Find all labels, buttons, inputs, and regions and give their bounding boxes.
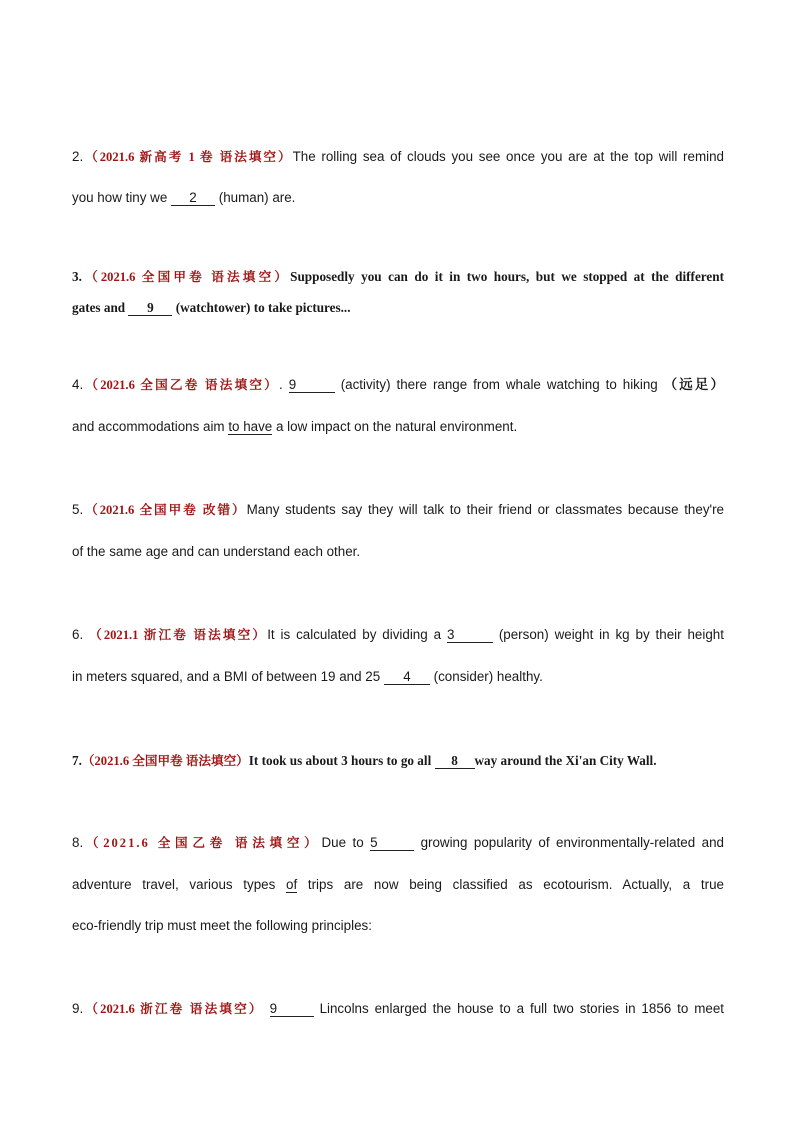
item-3-text: Supposedly you can do it in two hours, but we stopped at the different xyxy=(290,269,724,284)
item-5-number: 5. xyxy=(72,502,84,517)
item-4-line-2 xyxy=(72,418,724,436)
item-6-blank-1: 3 xyxy=(447,627,493,643)
item-7-text-a: It took us about 3 hours to go all xyxy=(248,753,432,768)
item-9-blank: 9 xyxy=(270,1001,314,1017)
item-5-line-2 xyxy=(72,543,724,561)
item-8-text-c: adventure travel, various types xyxy=(72,877,276,892)
item-2-blank: 2 xyxy=(171,190,215,206)
item-8-text-e: eco-friendly trip must meet the following principles: xyxy=(72,918,372,933)
item-6-text-c: in meters squared, and a BMI of between 19 and 25 xyxy=(72,669,381,684)
item-4-line-1 xyxy=(72,376,724,395)
item-8-source: （2021.6 全国乙卷 语法填空） xyxy=(83,836,322,850)
item-4-text-a: and accommodations aim xyxy=(72,419,225,434)
item-4-text-b: a low impact on the natural environment. xyxy=(276,419,518,434)
item-3-blank: 9 xyxy=(128,300,172,316)
item-8-underlined: of xyxy=(286,877,298,892)
item-7-text-b: way around the Xi'an City Wall. xyxy=(474,753,657,768)
item-5-line-1 xyxy=(72,501,724,519)
item-7-number: 7. xyxy=(72,753,82,768)
item-4-note: （远足） xyxy=(663,378,724,393)
item-6-text-b: (person) weight in kg by their height xyxy=(498,627,724,642)
item-8-line-3 xyxy=(72,917,724,935)
item-5-text: Many students say they will talk to their friend or classmates because they're xyxy=(246,502,724,517)
item-3-line-2 xyxy=(72,299,724,317)
item-3-line-1 xyxy=(72,268,724,286)
item-8-line-2 xyxy=(72,876,724,894)
item-9-line-1 xyxy=(72,1000,724,1018)
item-3-source: （2021.6 全国甲卷 语法填空） xyxy=(81,270,291,284)
item-6-line-2 xyxy=(72,668,724,686)
item-2-text: The rolling sea of clouds you see once you are at the top will remind xyxy=(292,149,724,164)
item-9-source: （2021.6 浙江卷 语法填空） xyxy=(83,1002,264,1016)
item-4-text: (activity) there range from whale watching to hiking xyxy=(340,377,658,392)
item-3-number: 3. xyxy=(72,269,82,284)
item-8-number: 8. xyxy=(72,835,84,850)
item-2-text-b: (human) are. xyxy=(218,190,296,205)
item-6-source: （2021.1 浙江卷 语法填空） xyxy=(89,628,268,642)
item-5-source: （2021.6 全国甲卷 改错） xyxy=(83,503,247,517)
item-6-text-a: It is calculated by dividing a xyxy=(267,627,442,642)
item-2-number: 2. xyxy=(72,149,84,164)
item-4-underlined: to have xyxy=(228,419,273,434)
item-2-line-2 xyxy=(72,189,724,207)
item-8-text-d: trips are now being classified as ecotourism. Actually, a true xyxy=(307,877,724,892)
item-4-source: （2021.6 全国乙卷 语法填空） xyxy=(83,378,280,392)
item-9-number: 9. xyxy=(72,1001,84,1016)
item-7-line-1 xyxy=(72,752,724,770)
item-6-blank-2: 4 xyxy=(384,669,430,685)
item-4-dot: . xyxy=(279,377,283,392)
item-8-text-a: Due to xyxy=(321,835,364,850)
item-7-source: （2021.6 全国甲卷 语法填空） xyxy=(81,754,249,768)
item-8-blank: 5 xyxy=(370,835,414,851)
item-6-number: 6. xyxy=(72,627,84,642)
item-8-text-b: growing popularity of environmentally-related and xyxy=(420,835,724,850)
item-5-text-2: of the same age and can understand each other. xyxy=(72,544,361,559)
item-4-number: 4. xyxy=(72,377,84,392)
item-7-blank: 8 xyxy=(435,753,475,769)
item-4-blank: 9 xyxy=(289,377,335,393)
item-6-text-d: (consider) healthy. xyxy=(433,669,543,684)
item-9-text: Lincolns enlarged the house to a full two stories in 1856 to meet xyxy=(319,1001,724,1016)
item-8-line-1 xyxy=(72,834,724,852)
item-3-text-b: (watchtower) to take pictures... xyxy=(175,300,351,315)
item-3-text-a: gates and xyxy=(72,300,126,315)
item-2-text-a: you how tiny we xyxy=(72,190,168,205)
item-2-source: （2021.6 新高考 1 卷 语法填空） xyxy=(83,150,293,164)
item-2-line-1 xyxy=(72,148,724,166)
item-6-line-1 xyxy=(72,626,724,644)
